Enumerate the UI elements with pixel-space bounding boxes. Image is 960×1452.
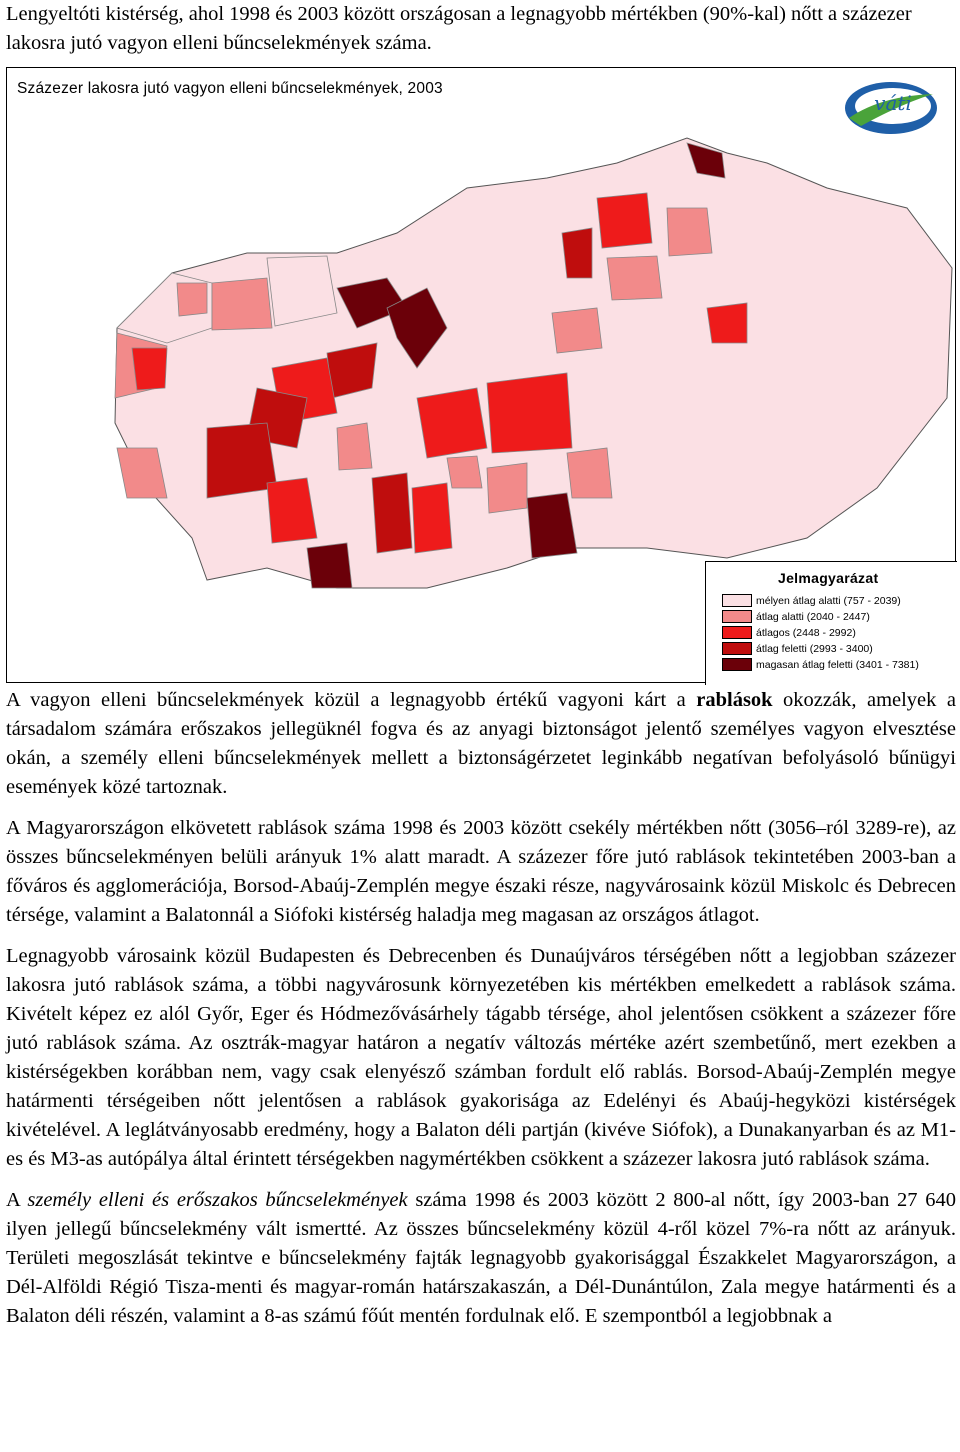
crime-map-figure [6, 67, 956, 683]
region [607, 256, 662, 300]
region [132, 348, 167, 390]
legend-swatch [722, 642, 752, 655]
legend-item [722, 594, 901, 608]
region [567, 448, 612, 498]
region [337, 423, 372, 470]
region [707, 303, 747, 343]
legend-swatch [722, 594, 752, 607]
vati-logo-icon [841, 76, 941, 140]
logo-text: váti [874, 91, 912, 115]
legend-label: átlag feletti (2993 - 3400) [756, 643, 873, 655]
text-run: A [6, 1189, 28, 1211]
region [487, 373, 572, 453]
legend-label: átlagos (2448 - 2992) [756, 627, 856, 639]
bold-term: rablások [696, 689, 773, 711]
legend-item [722, 626, 856, 640]
article-body [6, 686, 956, 1343]
map-legend [705, 561, 957, 685]
legend-label: magasan átlag feletti (3401 - 7381) [756, 659, 919, 671]
legend-title: Jelmagyarázat [778, 570, 879, 586]
text-run: száma 1998 és 2003 között 2 800-al nőtt, így 2003-ban 27 640 ilyen jellegű bűncselekmény vált ismertté. Az összes bűncselekmény közül 4-ről közel 7%-ra nőtt az arányuk. Területi megoszlását tekintve e bűncselekmény fajták legnagyobb gyakorisággal Északkelet Magyarországon, a Dél-Alföldi Régió Tisza-menti és magyar-román határszakaszán, a Dél-Dunántúlon, Zala megye határmenti és a Balaton déli részén, valamint a 8-as számú főút mentén fordulnak elő. E szempontból a legjobbnak a [6, 1189, 956, 1327]
intro-paragraph: Lengyeltóti kistérség, ahol 1998 és 2003 között országosan a legnagyobb mértékben (90%-kal) nőtt a százezer lakosra jutó vagyon elleni bűncselekmények száma. [6, 3, 912, 54]
region [552, 308, 602, 353]
region [177, 283, 207, 316]
region [207, 423, 277, 498]
legend-swatch [722, 610, 752, 623]
region [212, 278, 272, 330]
italic-term: személy elleni és erőszakos bűncselekmények [27, 1189, 408, 1211]
map-title: Százezer lakosra jutó vagyon elleni bűncselekmények, 2003 [17, 80, 443, 97]
paragraph-szemely-elleni [6, 1186, 956, 1331]
paragraph-rablasok-szama: A Magyarországon elkövetett rablások száma 1998 és 2003 között csekély mértékben nőtt (3056–ról 3289-re), az összes bűncselekményen belüli arányuk 1% alatt maradt. A százezer főre jutó rablások tekintetében 2003-ban a főváros és agglomerációja, Borsod-Abaúj-Zemplén megye északi része, nagyvárosaink közül Miskolc és Debrecen térsége, valamint a Balatonnál a Siófoki kistérség haladja meg magasan az országos átlagot. [6, 817, 956, 926]
region [307, 543, 352, 588]
text-run: A vagyon elleni bűncselekmények közül a legnagyobb értékű vagyoni kárt a [6, 689, 697, 711]
legend-label: mélyen átlag alatti (757 - 2039) [756, 595, 901, 607]
text-run: okozzák, amelyek a társadalom számára erőszakos jellegüknél fogva és az anyagi biztonságot jelentő személyes vagyon elvesztése okán, a személy elleni bűncselekmények mellett a biztonságérzetet leginkább negatívan befolyásoló bűnügyi események közé tartoznak. [6, 689, 956, 798]
legend-swatch [722, 658, 752, 671]
region [417, 388, 487, 458]
region [667, 208, 712, 256]
region [267, 256, 337, 326]
region [562, 228, 592, 278]
legend-swatch [722, 626, 752, 639]
region [597, 193, 652, 248]
paragraph-varosok: Legnagyobb városaink közül Budapesten és Debrecenben és Dunaújváros térségében nőtt a legjobban százezer lakosra jutó rablások száma, a többi nagyvárosunk környezetében kis mértékben emelkedett a rablások száma. Kivételt képez ez alól Győr, Eger és Hódmezővásárhely tágabb térsége, ahol jelentősen csökkent a százezer főre jutó rablások száma. Az osztrák-magyar határon a negatív változás mértéke azért szembetűnő, mert ezekben a kistérségekben korábban nem, vagy csak elenyésző számban fordult elő rablás. Borsod-Abaúj-Zemplén megye határmenti térségeiben nőtt jelentősen a rablások gyakorisága az Edelényi és Abaúj-hegyközi kistérségek kivételével. A leglátványosabb eredmény, hogy a Balaton déli partján (kivéve Siófok), a Dunakanyarban és az M1-es és M3-as autópálya által érintett térségekben nagymértékben csökkent a százezer lakosra jutó rablások száma. [6, 945, 956, 1170]
legend-item [722, 642, 873, 656]
region [487, 463, 527, 513]
region [372, 473, 412, 553]
region [447, 456, 482, 488]
region [412, 483, 452, 553]
legend-label: átlag alatti (2040 - 2447) [756, 611, 870, 623]
legend-item [722, 610, 870, 624]
legend-item [722, 658, 919, 672]
paragraph-rablasok [6, 686, 956, 802]
